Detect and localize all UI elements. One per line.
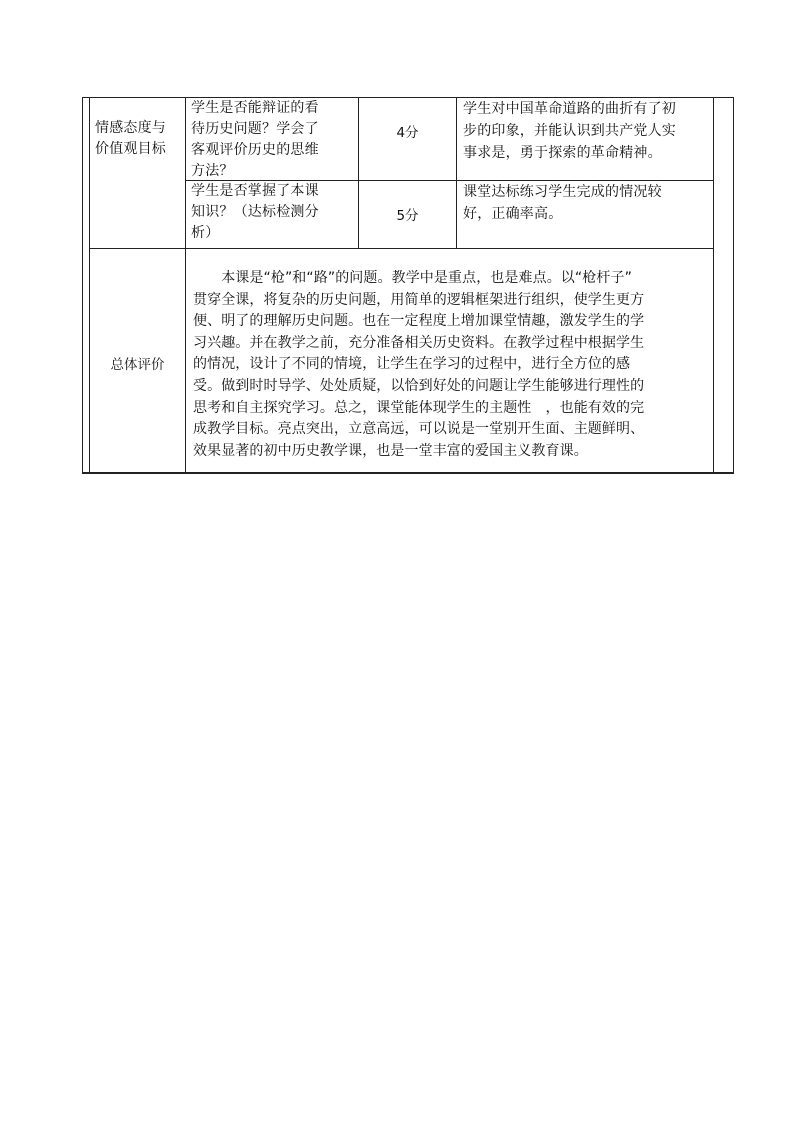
question-line: 知识？（达标检测分 [191,204,319,220]
comment-line: 好，正确率高。 [463,206,563,222]
summary-line: 受。做到时时导学、处处质疑，以恰到好处的问题让学生能够进行理性的 [193,377,645,394]
score-cell: 5分 [396,208,419,224]
comment-line: 学生对中国革命道路的曲折有了初 [463,101,676,117]
question-cell [191,98,319,182]
comment-line: 事求是，勇于探索的革命精神。 [463,145,662,161]
category-label-line: 情感态度与 [95,120,166,136]
comment-cell [463,181,662,225]
table-line [89,97,90,474]
summary-label: 总体评价 [110,357,165,373]
comment-cell [463,98,676,164]
comment-line: 步的印象，并能认识到共产党人实 [463,123,676,139]
table-line [456,97,457,248]
question-line: 析） [191,225,220,241]
question-line: 学生是否掌握了本课 [191,183,319,199]
category-label-line: 价值观目标 [95,141,166,157]
table-line [185,97,186,474]
question-line: 客观评价历史的思维 [191,142,319,158]
summary-line: 便、明了的理解历史问题。也在一定程度上增加课堂情趣，激发学生的学 [193,313,645,330]
category-label [95,118,166,160]
question-line: 学生是否能辩证的看 [191,100,319,116]
table-line [713,97,714,474]
summary-line: 习兴趣。并在教学之前，充分准备相关历史资料。在教学过程中根据学生 [193,334,645,351]
summary-paragraph [193,268,713,462]
question-line: 方法？ [191,163,234,179]
summary-line: 本课是“枪”和“路”的问题。教学中是重点，也是难点。以“枪杆子” [193,270,632,286]
question-cell [191,181,319,244]
summary-line: 贯穿全课，将复杂的历史问题，用简单的逻辑框架进行组织，使学生更方 [193,291,645,308]
table-line [358,97,359,248]
summary-line: 的情况，设计了不同的情境，让学生在学习的过程中，进行全方位的感 [193,356,631,373]
summary-line: 思考和自主探究学习。总之，课堂能体现学生的主题性 ，也能有效的完 [193,399,645,416]
summary-line: 效果显著的初中历史教学课，也是一堂丰富的爱国主义教育课。 [193,442,588,459]
question-line: 待历史问题？学会了 [191,121,319,137]
comment-line: 课堂达标练习学生完成的情况较 [463,184,662,200]
score-cell: 4分 [396,125,419,141]
table-line [89,248,713,249]
summary-line: 成教学目标。亮点突出，立意高远，可以说是一堂别开生面、主题鲜明、 [193,421,645,438]
